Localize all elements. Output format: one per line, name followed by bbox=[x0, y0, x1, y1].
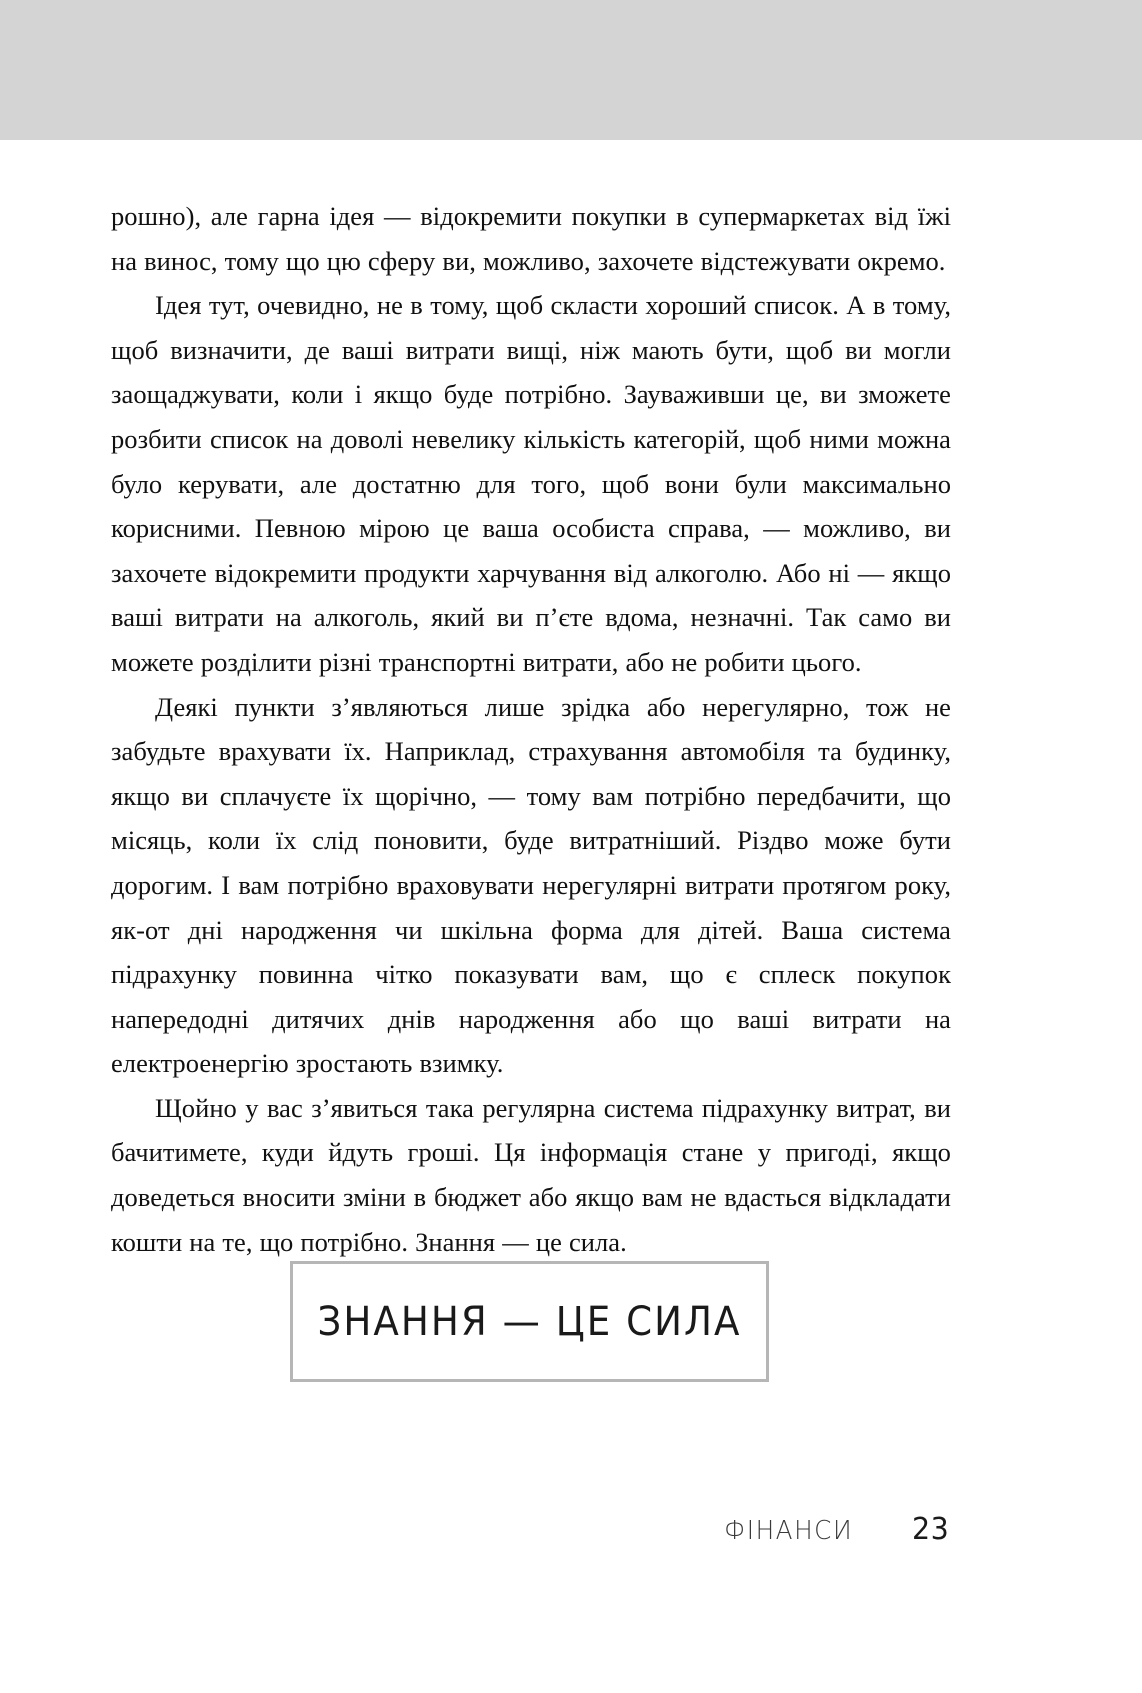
paragraph-1: рошно), але гарна ідея — відокремити покупки в супермаркетах від їжі на винос, тому що цю сферу ви, можливо, захочете відстежувати окремо. bbox=[111, 201, 951, 276]
callout-text: ЗНАННЯ — ЦЕ СИЛА bbox=[317, 1298, 742, 1345]
page-number: 23 bbox=[911, 1512, 950, 1547]
top-gray-band bbox=[0, 0, 1142, 140]
callout-box bbox=[290, 1261, 769, 1382]
book-page bbox=[0, 140, 1142, 1693]
paragraph-4: Щойно у вас з’явиться така регулярна система підрахунку витрат, ви бачитимете, куди йдуть гроші. Ця інформація стане у пригоді, якщо доведеться вносити зміни в бюджет або якщо вам не вдасться відкладати кошти на те, що потрібно. Знання — це сила. bbox=[111, 1092, 951, 1257]
paragraph-3: Деякі пункти з’являються лише зрідка або нерегулярно, тож не забудьте врахувати їх. Наприклад, страхування автомобіля та будинку, якщо ви сплачуєте їх щорічно, — тому вам потрібно передбачити, що місяць, коли їх слід поновити, буде витратніший. Різдво може бути дорогим. І вам потрібно враховувати нерегулярні витрати протягом року, як-от дні народження чи шкільна форма для дітей. Ваша система підрахунку повинна чітко показувати вам, що є сплеск покупок напередодні дитячих днів народження або що ваші витрати на електроенергію зростають взимку. bbox=[111, 691, 951, 1079]
paragraph-2: Ідея тут, очевидно, не в тому, щоб скласти хороший список. А в тому, щоб визначити, де ваші витрати вищі, ніж мають бути, щоб ви могли заощаджувати, коли і якщо буде потрібно. Зауваживши це, ви зможете розбити список на доволі невелику кількість категорій, щоб ними можна було керувати, але достатню для того, щоб вони були максимально корисними. Певною мірою це ваша особиста справа, — можливо, ви захочете відокремити продукти харчування від алкоголю. Або ні — якщо ваші витрати на алкоголь, який ви п’єте вдома, незначні. Так само ви можете розділити різні транспортні витрати, або не робити цього. bbox=[111, 290, 951, 677]
page-footer bbox=[0, 1512, 1142, 1572]
text-column bbox=[111, 194, 951, 1264]
footer-section-label: ФІНАНСИ bbox=[723, 1516, 854, 1546]
footer-inner bbox=[724, 1512, 951, 1547]
